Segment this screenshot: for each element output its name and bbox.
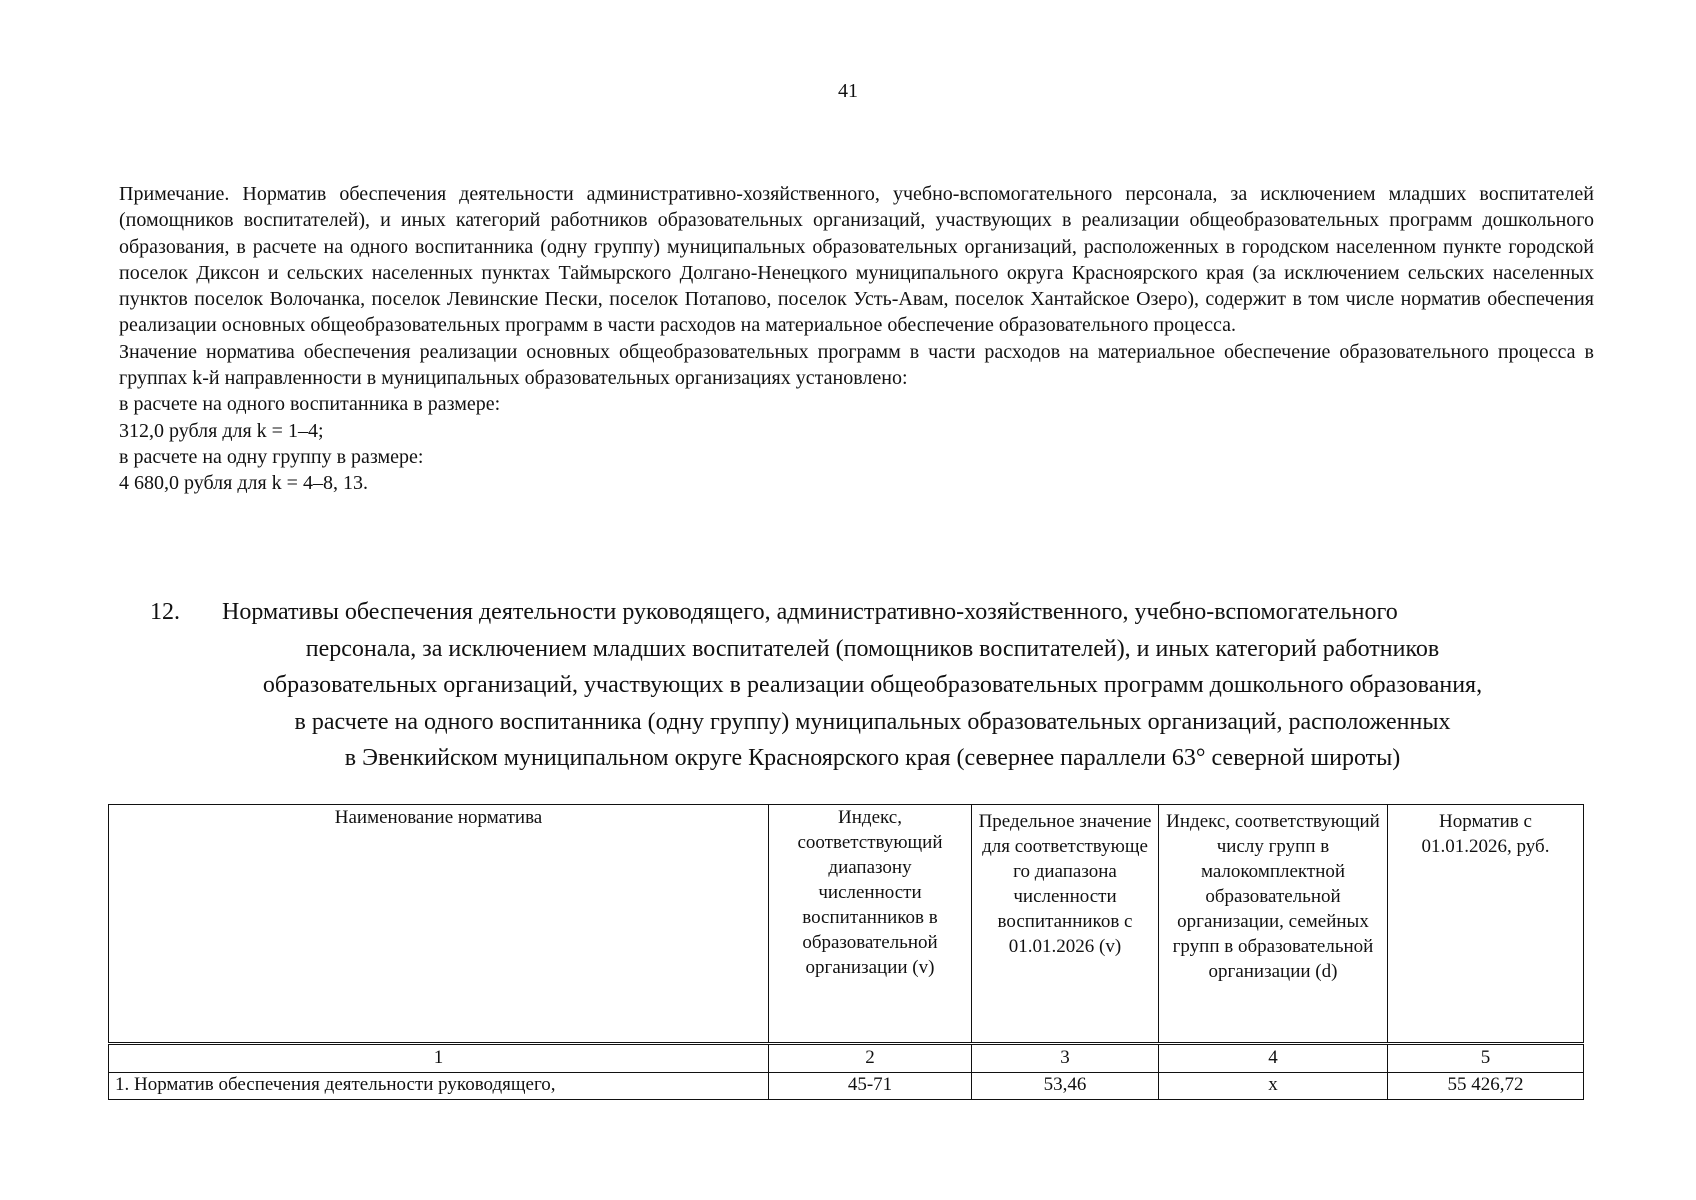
table-header-row [109,805,1584,1044]
header-cell-norm: Норматив с 01.01.2026, руб. [1388,805,1584,1044]
per-group-value: 4 680,0 рубля для k = 4–8, 13. [119,472,368,495]
column-number: 1 [109,1044,769,1073]
column-number: 3 [972,1044,1159,1073]
column-number: 4 [1159,1044,1388,1073]
section-title-text: Нормативы обеспечения деятельности руководящего, административно-хозяйственного, учебно-вспомогательного [222,599,1398,625]
row-norm-cell: 55 426,72 [1388,1073,1584,1100]
row-limit-v-cell: 53,46 [972,1073,1159,1100]
header-cell-index-d: Индекс, соответствующий числу групп в малокомплектной образовательной организации, семейных групп в образовательной организации (d) [1159,805,1388,1044]
section-title-line: образовательных организаций, участвующих в реализации общеобразовательных программ дошкольного образования, [262,672,1483,698]
norms-table [108,804,1584,1100]
column-number-row [109,1044,1584,1073]
section-heading [150,594,1595,777]
section-title-line: персонала, за исключением младших воспитателей (помощников воспитателей), и иных категорий работников [305,635,1440,662]
page-number: 41 [838,80,858,102]
header-cell-name: Наименование норматива [109,805,769,1044]
header-cell-limit-v: Предельное значение для соответствующе го диапазона численности воспитанников с 01.01.2026 (v) [972,805,1159,1044]
norm-value-paragraph: Значение норматива обеспечения реализации основных общеобразовательных программ в части расходов на материальное обеспечение образовательного процесса в группах k-й направленности в муниципальных образовательных организациях установлено: [119,340,1594,390]
section-title-line: в Эвенкийском муниципальном округе Красноярского края (севернее параллели 63° северной широты) [344,745,1401,771]
row-index-v-cell: 45-71 [769,1073,972,1100]
row-name-cell: 1. Норматив обеспечения деятельности руководящего, [109,1073,769,1100]
per-child-value: 312,0 рубля для k = 1–4; [119,419,324,442]
header-cell-index-v: Индекс, соответствующий диапазону численности воспитанников в образовательной организации (v) [769,805,972,1044]
per-group-line: в расчете на одну группу в размере: [119,445,424,468]
column-number: 5 [1388,1044,1584,1073]
section-title-line: в расчете на одного воспитанника (одну группу) муниципальных образовательных организаций, расположенных [294,708,1451,735]
section-number: 12. [150,599,180,625]
row-index-d-cell: x [1159,1073,1388,1100]
note-paragraph: Примечание. Норматив обеспечения деятельности административно-хозяйственного, учебно-вспомогательного персонала, за исключением младших воспитателей (помощников воспитателей), и иных категорий работников образовательных организаций, участвующих в реализации общеобразовательных программ дошкольного образования, в расчете на одного воспитанника (одну группу) муниципальных образовательных организаций, расположенных в городском населенном пункте городской поселок Диксон и сельских населенных пунктах Таймырского Долгано-Ненецкого муниципального округа Красноярского края (за исключением сельских населенных пунктов поселок Волочанка, поселок Левинские Пески, поселок Потапово, поселок Усть-Авам, поселок Хантайское Озеро), содержит в том числе норматив обеспечения реализации основных общеобразовательных программ в части расходов на материальное обеспечение образовательного процесса. [119,183,1594,337]
section-title-line [150,594,1595,631]
column-number: 2 [769,1044,972,1073]
note-block [119,181,1594,497]
per-child-line: в расчете на одного воспитанника в размере: [119,393,501,416]
table-row [109,1073,1584,1100]
